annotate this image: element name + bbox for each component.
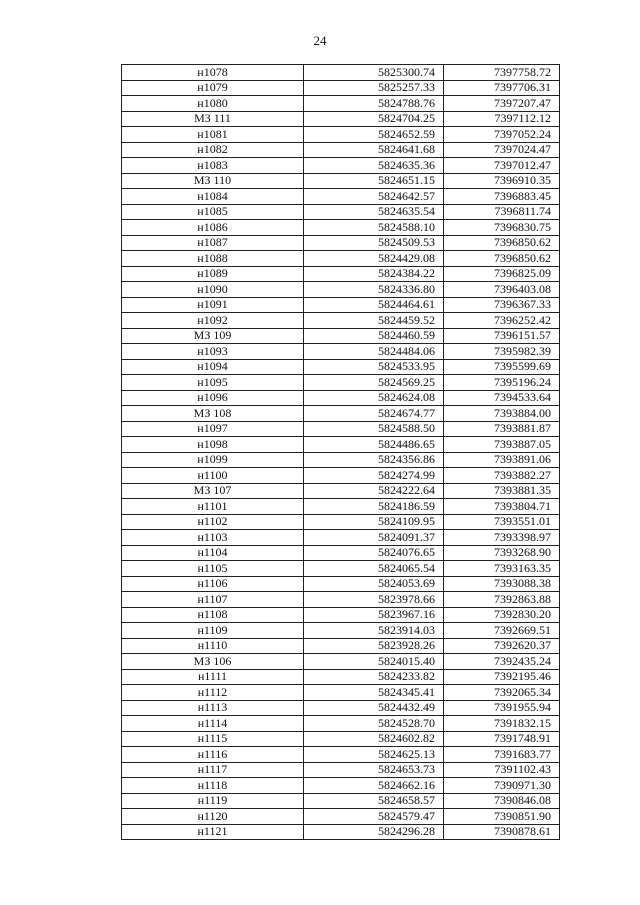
point-name-cell: н1104	[122, 545, 304, 561]
table-row	[122, 607, 560, 623]
y-coordinate-cell: 7396910.35	[444, 173, 560, 189]
y-coordinate-cell: 7390971.30	[444, 778, 560, 794]
point-name-cell: н1094	[122, 359, 304, 375]
x-coordinate-cell: 5824602.82	[304, 731, 444, 747]
x-coordinate-cell: 5824624.08	[304, 390, 444, 406]
y-coordinate-cell: 7393268.90	[444, 545, 560, 561]
table-row	[122, 142, 560, 158]
table-row	[122, 731, 560, 747]
table-row	[122, 793, 560, 809]
point-name-cell: н1093	[122, 344, 304, 360]
x-coordinate-cell: 5825300.74	[304, 65, 444, 81]
table-row	[122, 514, 560, 530]
y-coordinate-cell: 7392830.20	[444, 607, 560, 623]
table-row	[122, 747, 560, 763]
x-coordinate-cell: 5824509.53	[304, 235, 444, 251]
y-coordinate-cell: 7393163.35	[444, 561, 560, 577]
y-coordinate-cell: 7393881.35	[444, 483, 560, 499]
x-coordinate-cell: 5824222.64	[304, 483, 444, 499]
point-name-cell: н1117	[122, 762, 304, 778]
table-row	[122, 406, 560, 422]
point-name-cell: н1081	[122, 127, 304, 143]
table-row	[122, 592, 560, 608]
x-coordinate-cell: 5824674.77	[304, 406, 444, 422]
y-coordinate-cell: 7395599.69	[444, 359, 560, 375]
x-coordinate-cell: 5824635.36	[304, 158, 444, 174]
y-coordinate-cell: 7392669.51	[444, 623, 560, 639]
x-coordinate-cell: 5824460.59	[304, 328, 444, 344]
x-coordinate-cell: 5824658.57	[304, 793, 444, 809]
point-name-cell: МЗ 107	[122, 483, 304, 499]
y-coordinate-cell: 7396850.62	[444, 251, 560, 267]
point-name-cell: н1096	[122, 390, 304, 406]
y-coordinate-cell: 7392620.37	[444, 638, 560, 654]
point-name-cell: н1112	[122, 685, 304, 701]
table-row	[122, 623, 560, 639]
y-coordinate-cell: 7392065.34	[444, 685, 560, 701]
x-coordinate-cell: 5824588.50	[304, 421, 444, 437]
table-row	[122, 266, 560, 282]
point-name-cell: н1082	[122, 142, 304, 158]
x-coordinate-cell: 5824653.73	[304, 762, 444, 778]
point-name-cell: н1119	[122, 793, 304, 809]
x-coordinate-cell: 5824641.68	[304, 142, 444, 158]
point-name-cell: МЗ 110	[122, 173, 304, 189]
y-coordinate-cell: 7397012.47	[444, 158, 560, 174]
x-coordinate-cell: 5824186.59	[304, 499, 444, 515]
y-coordinate-cell: 7396883.45	[444, 189, 560, 205]
table-row	[122, 96, 560, 112]
table-row	[122, 778, 560, 794]
table-row	[122, 359, 560, 375]
point-name-cell: н1120	[122, 809, 304, 825]
x-coordinate-cell: 5824274.99	[304, 468, 444, 484]
table-row	[122, 390, 560, 406]
y-coordinate-cell: 7396367.33	[444, 297, 560, 313]
point-name-cell: н1078	[122, 65, 304, 81]
table-row	[122, 297, 560, 313]
y-coordinate-cell: 7396403.08	[444, 282, 560, 298]
point-name-cell: н1098	[122, 437, 304, 453]
y-coordinate-cell: 7396811.74	[444, 204, 560, 220]
table-row	[122, 669, 560, 685]
y-coordinate-cell: 7392435.24	[444, 654, 560, 670]
y-coordinate-cell: 7396850.62	[444, 235, 560, 251]
y-coordinate-cell: 7397758.72	[444, 65, 560, 81]
y-coordinate-cell: 7393884.00	[444, 406, 560, 422]
y-coordinate-cell: 7397112.12	[444, 111, 560, 127]
point-name-cell: н1118	[122, 778, 304, 794]
x-coordinate-cell: 5824091.37	[304, 530, 444, 546]
y-coordinate-cell: 7391683.77	[444, 747, 560, 763]
table-row	[122, 235, 560, 251]
point-name-cell: н1108	[122, 607, 304, 623]
x-coordinate-cell: 5824345.41	[304, 685, 444, 701]
table-row	[122, 158, 560, 174]
x-coordinate-cell: 5824788.76	[304, 96, 444, 112]
x-coordinate-cell: 5824579.47	[304, 809, 444, 825]
table-row	[122, 685, 560, 701]
x-coordinate-cell: 5824651.15	[304, 173, 444, 189]
table-row	[122, 220, 560, 236]
y-coordinate-cell: 7395196.24	[444, 375, 560, 391]
y-coordinate-cell: 7391832.15	[444, 716, 560, 732]
y-coordinate-cell: 7397052.24	[444, 127, 560, 143]
y-coordinate-cell: 7396252.42	[444, 313, 560, 329]
y-coordinate-cell: 7393551.01	[444, 514, 560, 530]
x-coordinate-cell: 5825257.33	[304, 80, 444, 96]
coordinates-table	[121, 64, 560, 840]
x-coordinate-cell: 5824569.25	[304, 375, 444, 391]
table-row	[122, 375, 560, 391]
y-coordinate-cell: 7393887.05	[444, 437, 560, 453]
x-coordinate-cell: 5824588.10	[304, 220, 444, 236]
y-coordinate-cell: 7393398.97	[444, 530, 560, 546]
table-row	[122, 638, 560, 654]
table-row	[122, 654, 560, 670]
table-row	[122, 111, 560, 127]
point-name-cell: н1085	[122, 204, 304, 220]
table-row	[122, 80, 560, 96]
table-row	[122, 716, 560, 732]
x-coordinate-cell: 5824642.57	[304, 189, 444, 205]
point-name-cell: н1102	[122, 514, 304, 530]
y-coordinate-cell: 7394533.64	[444, 390, 560, 406]
y-coordinate-cell: 7390878.61	[444, 824, 560, 840]
point-name-cell: МЗ 109	[122, 328, 304, 344]
x-coordinate-cell: 5824459.52	[304, 313, 444, 329]
table-row	[122, 483, 560, 499]
x-coordinate-cell: 5824109.95	[304, 514, 444, 530]
table-row	[122, 328, 560, 344]
point-name-cell: н1092	[122, 313, 304, 329]
table-row	[122, 282, 560, 298]
coordinates-table-body	[122, 65, 560, 840]
x-coordinate-cell: 5824464.61	[304, 297, 444, 313]
table-row	[122, 313, 560, 329]
point-name-cell: н1110	[122, 638, 304, 654]
table-row	[122, 561, 560, 577]
x-coordinate-cell: 5824528.70	[304, 716, 444, 732]
x-coordinate-cell: 5824625.13	[304, 747, 444, 763]
y-coordinate-cell: 7393088.38	[444, 576, 560, 592]
y-coordinate-cell: 7393881.87	[444, 421, 560, 437]
table-row	[122, 127, 560, 143]
point-name-cell: н1113	[122, 700, 304, 716]
point-name-cell: н1109	[122, 623, 304, 639]
point-name-cell: н1099	[122, 452, 304, 468]
table-row	[122, 530, 560, 546]
point-name-cell: н1087	[122, 235, 304, 251]
y-coordinate-cell: 7392863.88	[444, 592, 560, 608]
y-coordinate-cell: 7393882.27	[444, 468, 560, 484]
y-coordinate-cell: 7393891.06	[444, 452, 560, 468]
table-row	[122, 762, 560, 778]
table-row	[122, 809, 560, 825]
x-coordinate-cell: 5824356.86	[304, 452, 444, 468]
point-name-cell: н1080	[122, 96, 304, 112]
point-name-cell: н1088	[122, 251, 304, 267]
table-row	[122, 173, 560, 189]
point-name-cell: н1095	[122, 375, 304, 391]
x-coordinate-cell: 5823967.16	[304, 607, 444, 623]
x-coordinate-cell: 5824053.69	[304, 576, 444, 592]
point-name-cell: н1106	[122, 576, 304, 592]
y-coordinate-cell: 7391102.43	[444, 762, 560, 778]
point-name-cell: МЗ 108	[122, 406, 304, 422]
table-row	[122, 251, 560, 267]
point-name-cell: МЗ 106	[122, 654, 304, 670]
x-coordinate-cell: 5824486.65	[304, 437, 444, 453]
y-coordinate-cell: 7392195.46	[444, 669, 560, 685]
point-name-cell: н1114	[122, 716, 304, 732]
point-name-cell: н1115	[122, 731, 304, 747]
x-coordinate-cell: 5824484.06	[304, 344, 444, 360]
point-name-cell: н1086	[122, 220, 304, 236]
x-coordinate-cell: 5824384.22	[304, 266, 444, 282]
x-coordinate-cell: 5824652.59	[304, 127, 444, 143]
y-coordinate-cell: 7391955.94	[444, 700, 560, 716]
table-row	[122, 437, 560, 453]
point-name-cell: н1121	[122, 824, 304, 840]
y-coordinate-cell: 7397706.31	[444, 80, 560, 96]
table-row	[122, 700, 560, 716]
y-coordinate-cell: 7395982.39	[444, 344, 560, 360]
table-row	[122, 545, 560, 561]
point-name-cell: н1090	[122, 282, 304, 298]
point-name-cell: н1100	[122, 468, 304, 484]
point-name-cell: МЗ 111	[122, 111, 304, 127]
y-coordinate-cell: 7390851.90	[444, 809, 560, 825]
x-coordinate-cell: 5824336.80	[304, 282, 444, 298]
table-row	[122, 65, 560, 81]
x-coordinate-cell: 5824704.25	[304, 111, 444, 127]
y-coordinate-cell: 7396151.57	[444, 328, 560, 344]
page-number: 24	[313, 33, 327, 48]
point-name-cell: н1079	[122, 80, 304, 96]
x-coordinate-cell: 5824015.40	[304, 654, 444, 670]
x-coordinate-cell: 5824533.95	[304, 359, 444, 375]
y-coordinate-cell: 7396830.75	[444, 220, 560, 236]
x-coordinate-cell: 5824635.54	[304, 204, 444, 220]
table-row	[122, 452, 560, 468]
table-row	[122, 189, 560, 205]
x-coordinate-cell: 5823928.26	[304, 638, 444, 654]
y-coordinate-cell: 7391748.91	[444, 731, 560, 747]
point-name-cell: н1083	[122, 158, 304, 174]
point-name-cell: н1111	[122, 669, 304, 685]
point-name-cell: н1101	[122, 499, 304, 515]
point-name-cell: н1091	[122, 297, 304, 313]
x-coordinate-cell: 5824065.54	[304, 561, 444, 577]
table-row	[122, 468, 560, 484]
point-name-cell: н1097	[122, 421, 304, 437]
y-coordinate-cell: 7397024.47	[444, 142, 560, 158]
y-coordinate-cell: 7396825.09	[444, 266, 560, 282]
point-name-cell: н1089	[122, 266, 304, 282]
x-coordinate-cell: 5824662.16	[304, 778, 444, 794]
table-row	[122, 824, 560, 840]
y-coordinate-cell: 7390846.08	[444, 793, 560, 809]
y-coordinate-cell: 7397207.47	[444, 96, 560, 112]
table-row	[122, 204, 560, 220]
y-coordinate-cell: 7393804.71	[444, 499, 560, 515]
point-name-cell: н1084	[122, 189, 304, 205]
table-row	[122, 421, 560, 437]
point-name-cell: н1107	[122, 592, 304, 608]
table-row	[122, 344, 560, 360]
x-coordinate-cell: 5824296.28	[304, 824, 444, 840]
x-coordinate-cell: 5824429.08	[304, 251, 444, 267]
table-row	[122, 499, 560, 515]
x-coordinate-cell: 5823914.03	[304, 623, 444, 639]
x-coordinate-cell: 5823978.66	[304, 592, 444, 608]
point-name-cell: н1105	[122, 561, 304, 577]
x-coordinate-cell: 5824076.65	[304, 545, 444, 561]
point-name-cell: н1116	[122, 747, 304, 763]
x-coordinate-cell: 5824432.49	[304, 700, 444, 716]
point-name-cell: н1103	[122, 530, 304, 546]
table-row	[122, 576, 560, 592]
x-coordinate-cell: 5824233.82	[304, 669, 444, 685]
